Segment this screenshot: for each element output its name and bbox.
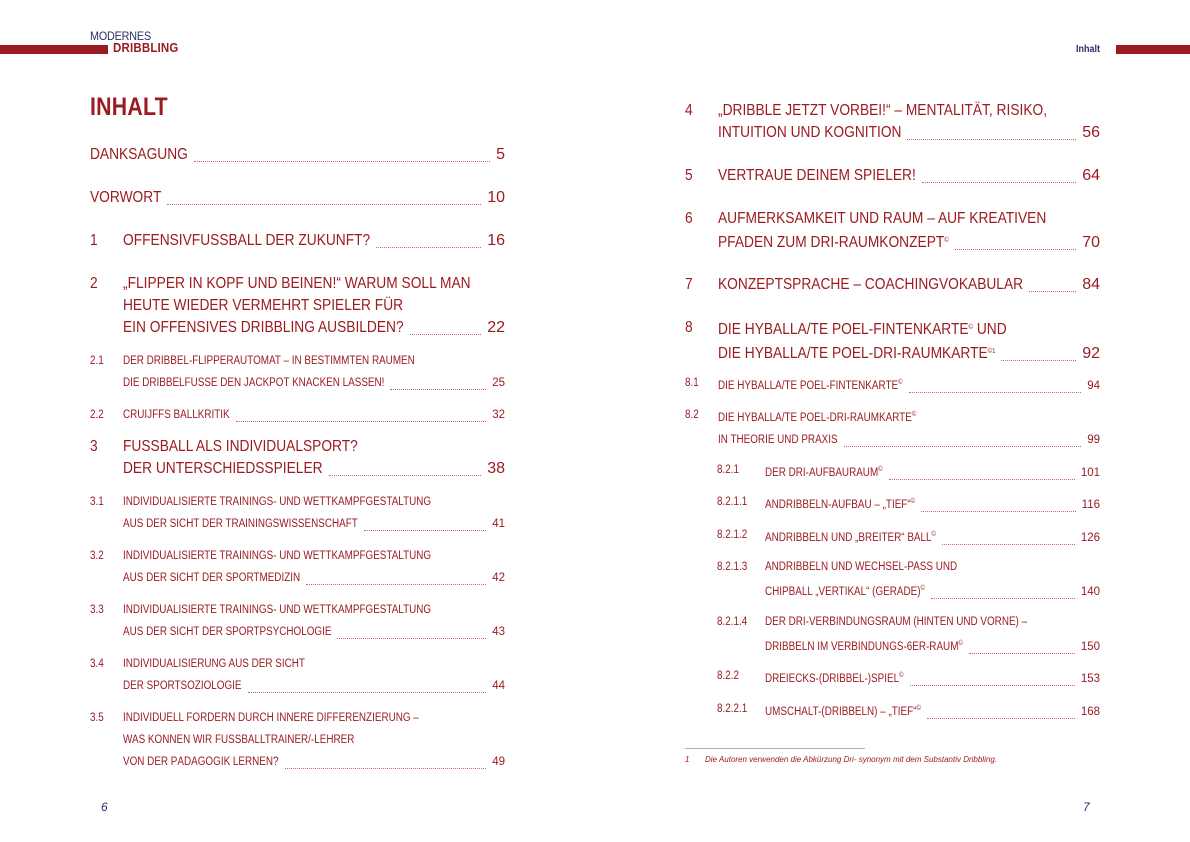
leader-dots [410, 334, 482, 335]
footnote [685, 755, 997, 764]
toc-entry-number: 8.2.1.3 [717, 561, 748, 573]
toc-entry-number: 3.1 [90, 496, 104, 508]
toc-entry[interactable] [717, 524, 1100, 549]
toc-entry-page: 10 [487, 189, 505, 206]
toc-entry-title: DER SPORTSOZIOLOGIE [123, 680, 242, 692]
toc-entry-title: UMSCHALT-(DRIBBELN) – „TIEF“© [765, 705, 921, 718]
toc-entry-page: 25 [492, 377, 505, 389]
toc-entry[interactable] [685, 165, 1100, 187]
toc-entry-title: EIN OFFENSIVES DRIBBLING AUSBILDEN? [123, 319, 404, 336]
leader-dots [844, 446, 1082, 447]
toc-entry-title: AUS DER SICHT DER SPORTPSYCHOLOGIE [123, 626, 332, 638]
toc-entry-page: 49 [492, 756, 505, 768]
toc-entry-title: „FLIPPER IN KOPF UND BEINEN!“ WARUM SOLL MAN [123, 275, 471, 292]
toc-entry[interactable] [90, 144, 505, 166]
toc-entry-title: VON DER PÄDAGOGIK LERNEN? [123, 756, 279, 768]
toc-entry-number: 8.2.1.2 [717, 529, 748, 541]
toc-entry-title: FUSSBALL ALS INDIVIDUALSPORT? [123, 438, 358, 455]
toc-entry-page: 16 [487, 232, 505, 249]
toc-entry[interactable] [685, 404, 1100, 451]
toc-entry[interactable] [90, 653, 505, 697]
toc-entry-title: CHIPBALL „VERTIKAL“ (GERADE)© [765, 585, 925, 598]
toc-entry[interactable] [90, 436, 505, 480]
toc-entry-title: INDIVIDUALISIERTE TRAININGS- UND WETTKAMPFGESTALTUNG [123, 550, 432, 562]
toc-entry-number: 4 [685, 102, 693, 119]
leader-dots [248, 692, 487, 693]
toc-entry-title: „DRIBBLE JETZT VORBEI!“ – MENTALITÄT, RISIKO, [718, 102, 1048, 119]
toc-entry-title: IN THEORIE UND PRAXIS [718, 434, 838, 446]
toc-entry-title: ANDRIBBELN-AUFBAU – „TIEF“© [765, 498, 916, 511]
toc-entry-page: 116 [1081, 499, 1100, 511]
header-accent-bar-left [0, 45, 108, 54]
toc-entry[interactable] [90, 545, 505, 589]
toc-entry-title: INDIVIDUALISIERUNG AUS DER SICHT [123, 658, 305, 670]
toc-entry-title: HEUTE WIEDER VERMEHRT SPIELER FÜR [123, 297, 404, 314]
toc-entry-number: 3.5 [90, 712, 104, 724]
toc-entry-title: WAS KÖNNEN WIR FUSSBALLTRAINER/-LEHRER [123, 734, 355, 746]
leader-dots [931, 598, 1075, 599]
leader-dots [390, 389, 486, 390]
toc-entry[interactable] [90, 599, 505, 643]
toc-entry-page: 5 [496, 146, 505, 163]
page-title: INHALT [90, 93, 168, 121]
toc-entry-page: 22 [487, 319, 505, 336]
toc-entry-page: 92 [1082, 345, 1100, 362]
toc-entry-number: 8.2.1.1 [717, 496, 748, 508]
page-number-right: 7 [1083, 800, 1090, 814]
header-accent-bar-right [1116, 45, 1190, 54]
page-number-left: 6 [101, 800, 108, 814]
toc-entry-number: 8.2.2.1 [717, 703, 748, 715]
toc-entry-title: DIE HYBALLA/TE POEL-$DRI-RAUMKARTE^{©1}$ [718, 345, 996, 362]
toc-entry[interactable] [90, 187, 505, 209]
toc-entry-number: 3.4 [90, 658, 104, 670]
toc-entry-number: 8.1 [685, 377, 699, 389]
toc-entry-page: 84 [1082, 276, 1100, 293]
toc-entry-number: 3 [90, 438, 98, 455]
toc-entry-title: INDIVIDUALISIERTE TRAININGS- UND WETTKAMPFGESTALTUNG [123, 604, 432, 616]
toc-entry[interactable] [685, 100, 1100, 144]
leader-dots [364, 530, 486, 531]
leader-dots [969, 653, 1075, 654]
toc-entry-title: DER UNTERSCHIEDSSPIELER [123, 460, 323, 477]
leader-dots [1001, 360, 1076, 361]
toc-entry-title: OFFENSIVFUSSBALL DER ZUKUNFT? [123, 232, 371, 249]
toc-entry-number: 7 [685, 276, 693, 293]
toc-entry-title: AUS DER SICHT DER TRAININGSWISSENSCHAFT [123, 518, 358, 530]
toc-entry-title: KONZEPTSPRACHE – COACHINGVOKABULAR [718, 276, 1024, 293]
toc-entry[interactable] [90, 350, 505, 394]
leader-dots [236, 421, 487, 422]
toc-entry-page: 56 [1082, 124, 1100, 141]
toc-entry[interactable] [685, 274, 1100, 296]
leader-dots [376, 247, 481, 248]
toc-entry-page: 94 [1087, 380, 1100, 392]
toc-entry[interactable] [90, 273, 505, 339]
toc-entry-title: DIE HYBALLA/TE POEL-FINTENKARTE© [718, 379, 903, 392]
toc-entry-number: 8.2.1.4 [717, 616, 748, 628]
toc-entry-page: 32 [492, 409, 505, 421]
toc-entry[interactable] [717, 611, 1100, 658]
toc-entry-title: DIE HYBALLA/TE POEL-DRI-RAUMKARTE© [718, 411, 917, 424]
toc-entry-number: 6 [685, 210, 693, 227]
leader-dots [927, 718, 1075, 719]
toc-entry[interactable] [90, 230, 505, 252]
running-head: Inhalt [1076, 44, 1101, 55]
leader-dots [942, 544, 1075, 545]
toc-entry-page: 42 [492, 572, 505, 584]
toc-entry-page: 126 [1080, 532, 1100, 544]
brand-line-2: DRIBBLING [113, 41, 179, 55]
toc-entry-title: DER DRI-VERBINDUNGSRAUM (HINTEN UND VORNE) – [765, 616, 1028, 628]
toc-entry[interactable] [717, 698, 1100, 723]
leader-dots [922, 182, 1076, 183]
toc-entry[interactable] [90, 491, 505, 535]
toc-entry-page: 41 [492, 518, 505, 530]
leader-dots [167, 204, 481, 205]
footnote-rule [685, 748, 865, 749]
leader-dots [194, 161, 490, 162]
leader-dots [955, 249, 1076, 250]
leader-dots [337, 638, 486, 639]
toc-entry-number: 5 [685, 167, 693, 184]
toc-entry-page: 153 [1080, 673, 1100, 685]
toc-entry-number: 8.2.2 [717, 670, 739, 682]
toc-entry-title: ANDRIBBELN UND „BREITER“ BALL© [765, 531, 936, 544]
leader-dots [889, 479, 1075, 480]
toc-entry[interactable] [717, 665, 1100, 690]
toc-entry[interactable] [685, 317, 1100, 365]
leader-dots [329, 475, 482, 476]
toc-entry-title: CRUIJFFS BALLKRITIK [123, 409, 230, 421]
leader-dots [285, 768, 487, 769]
toc-entry[interactable] [717, 556, 1100, 603]
toc-entry-title: INTUITION UND KOGNITION [718, 124, 902, 141]
leader-dots [921, 511, 1076, 512]
toc-entry[interactable] [717, 459, 1100, 484]
toc-entry-number: 3.2 [90, 550, 104, 562]
toc-entry[interactable] [685, 372, 1100, 397]
toc-entry[interactable] [90, 707, 505, 773]
toc-entry-number: 2.1 [90, 355, 104, 367]
toc-entry-number: 2 [90, 275, 98, 292]
toc-entry[interactable] [685, 208, 1100, 254]
toc-entry-title: DANKSAGUNG [90, 146, 188, 163]
toc-entry[interactable] [717, 491, 1100, 516]
toc-entry-title: DIE HYBALLA/TE POEL-FINTENKARTE© UND [718, 321, 1007, 338]
toc-entry-title: DER DRIBBEL-FLIPPERAUTOMAT – IN BESTIMMTEN RÄUMEN [123, 355, 415, 367]
brand-line-1: MODERNES [90, 29, 151, 43]
toc-entry[interactable] [90, 404, 505, 426]
leader-dots [909, 392, 1082, 393]
toc-entry-title: INDIVIDUALISIERTE TRAININGS- UND WETTKAMPFGESTALTUNG [123, 496, 432, 508]
toc-entry-title: ANDRIBBELN UND WECHSEL-PASS UND [765, 561, 958, 573]
toc-entry-title: AUS DER SICHT DER SPORTMEDIZIN [123, 572, 301, 584]
toc-entry-number: 8.2 [685, 409, 699, 421]
toc-entry-page: 38 [487, 460, 505, 477]
toc-entry-page: 70 [1082, 234, 1100, 251]
toc-entry-number: 1 [90, 232, 98, 249]
toc-entry-title: VORWORT [90, 189, 162, 206]
toc-entry-page: 43 [492, 626, 505, 638]
leader-dots [907, 139, 1076, 140]
toc-entry-title: PFADEN ZUM DRI-RAUMKONZEPT© [718, 234, 949, 251]
toc-entry-page: 150 [1080, 641, 1100, 653]
footnote-text: Die Autoren verwenden die Abkürzung Dri- synonym mit dem Substantiv Dribbling. [705, 755, 997, 764]
toc-entry-number: 8 [685, 319, 693, 336]
footnote-number: 1 [685, 755, 690, 764]
toc-entry-page: 168 [1080, 706, 1100, 718]
toc-entry-title: AUFMERKSAMKEIT UND RAUM – AUF KREATIVEN [718, 210, 1047, 227]
toc-entry-title: DER DRI-AUFBAURAUM© [765, 466, 883, 479]
leader-dots [1029, 291, 1076, 292]
toc-entry-page: 101 [1080, 467, 1100, 479]
leader-dots [910, 685, 1075, 686]
toc-entry-page: 99 [1087, 434, 1100, 446]
toc-entry-number: 3.3 [90, 604, 104, 616]
toc-entry-page: 140 [1080, 586, 1100, 598]
toc-entry-page: 64 [1082, 167, 1100, 184]
toc-entry-number: 8.2.1 [717, 464, 739, 476]
toc-entry-title: INDIVIDUELL FÖRDERN DURCH INNERE DIFFERENZIERUNG – [123, 712, 419, 724]
toc-entry-title: DRIBBELN IM VERBINDUNGS-6ER-RAUM© [765, 640, 963, 653]
toc-entry-number: 2.2 [90, 409, 104, 421]
toc-entry-title: DIE DRIBBELFÜSSE DEN JACKPOT KNACKEN LASSEN! [123, 377, 385, 389]
toc-entry-title: VERTRAUE DEINEM SPIELER! [718, 167, 916, 184]
leader-dots [306, 584, 486, 585]
toc-entry-page: 44 [492, 680, 505, 692]
toc-entry-title: DREIECKS-(DRIBBEL-)SPIEL© [765, 672, 904, 685]
